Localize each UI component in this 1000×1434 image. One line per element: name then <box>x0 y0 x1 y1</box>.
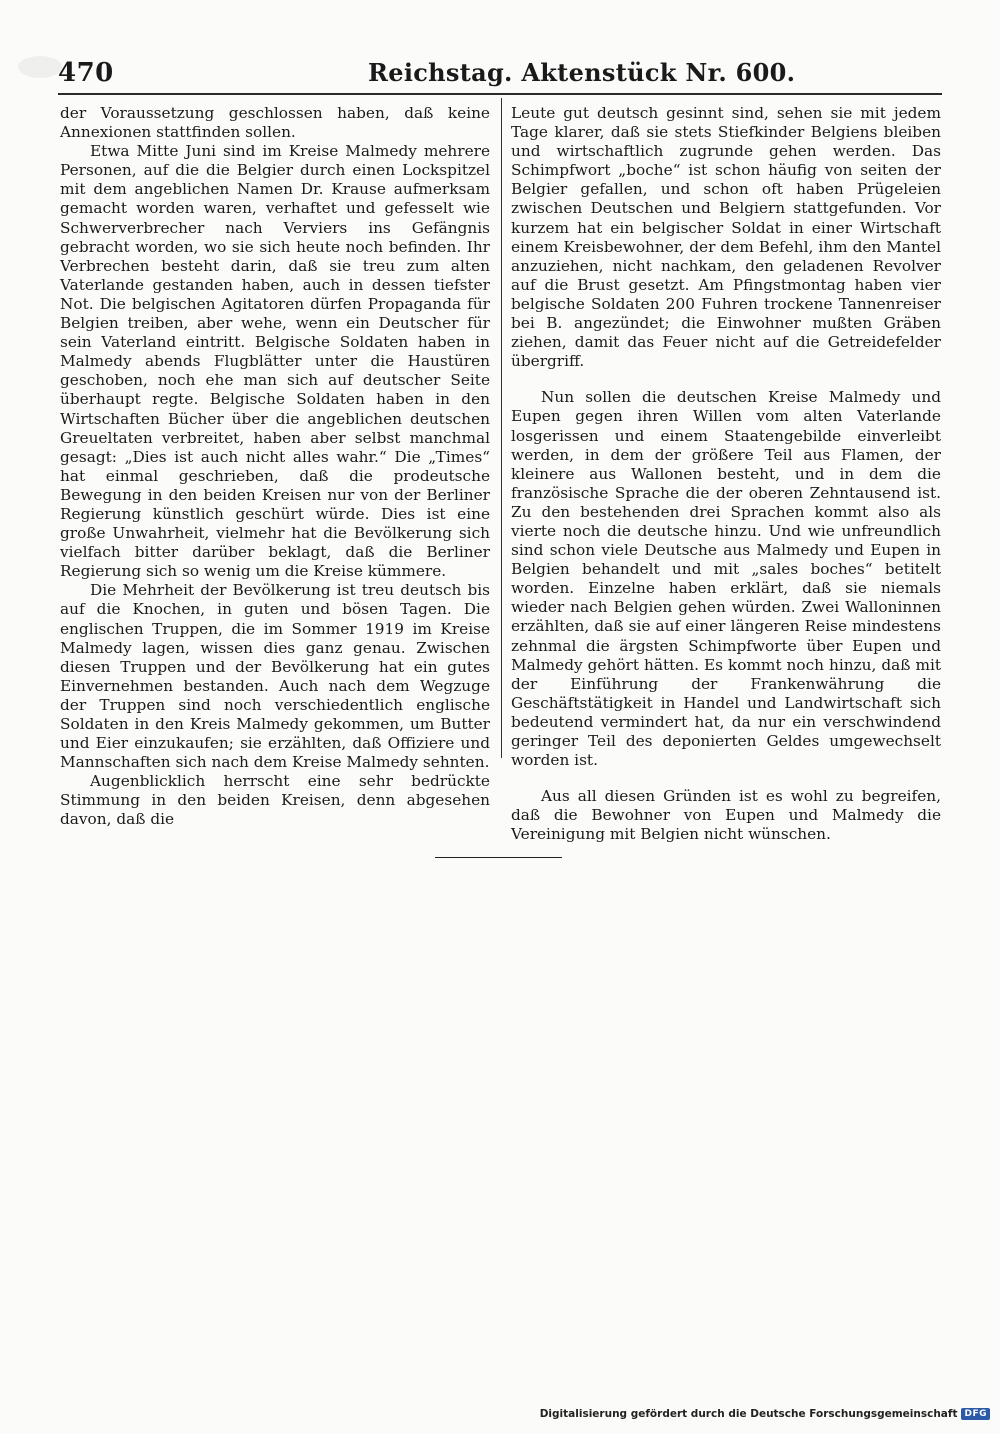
end-rule <box>435 857 562 858</box>
paragraph: Augenblicklich herrscht eine sehr bedrückte Stimmung in den beiden Kreisen, denn abgesehen davon, daß die <box>60 772 490 829</box>
library-stamp <box>18 56 62 78</box>
paragraph: Aus all diesen Gründen ist es wohl zu begreifen, daß die Bewohner von Eupen und Malmedy die Vereinigung mit Belgien nicht wünschen. <box>511 787 941 844</box>
left-column <box>60 104 490 830</box>
paragraph: der Voraussetzung geschlossen haben, daß keine Annexionen stattfinden sollen. <box>60 104 490 142</box>
paragraph: Etwa Mitte Juni sind im Kreise Malmedy mehrere Personen, auf die die Belgier durch einen Lockspitzel mit dem angeblichen Namen Dr. Krause aufmerksam gemacht worden waren, verhaftet und gefesselt wie Schwerverbrecher nach Verviers ins Gefängnis gebracht worden, wo sie sich heute noch befinden. Ihr Verbrechen besteht darin, daß sie treu zum alten Vaterlande gestanden haben, auch in dessen tiefster Not. Die belgischen Agitatoren dürfen Propaganda für Belgien treiben, aber wehe, wenn ein Deutscher für sein Vaterland eintritt. Belgische Soldaten haben in Malmedy abends Flugblätter unter die Haustüren geschoben, noch ehe man sich auf deutscher Seite überhaupt regte. Belgische Soldaten haben in den Wirtschaften Bücher über die angeblichen deutschen Greueltaten verbreitet, haben aber selbst manchmal gesagt: „Dies ist auch nicht alles wahr.“ Die „Times“ hat einmal geschrieben, daß die prodeutsche Bewegung in den beiden Kreisen nur von der Berliner Regierung künstlich geschürt würde. Dies ist eine große Unwahrheit, vielmehr hat die Bevölkerung sich vielfach bitter darüber beklagt, daß die Berliner Regierung sich so wenig um die Kreise kümmere. <box>60 142 490 581</box>
page-header <box>58 58 942 92</box>
paragraph: Die Mehrheit der Bevölkerung ist treu deutsch bis auf die Knochen, in guten und bösen Tagen. Die englischen Truppen, die im Sommer 1919 im Kreise Malmedy lagen, wissen dies ganz genau. Zwischen diesen Truppen und der Bevölkerung hat ein gutes Einvernehmen bestanden. Auch nach dem Wegzuge der Truppen sind noch verschiedentlich englische Soldaten in den Kreis Malmedy gekommen, um Butter und Eier einzukaufen; sie erzählten, daß Offiziere und Mannschaften sich nach dem Kreise Malmedy sehnten. <box>60 581 490 772</box>
credit-text: Digitalisierung gefördert durch die Deutsche Forschungsgemeinschaft <box>539 1408 958 1420</box>
dfg-logo-icon: DFG <box>961 1408 990 1420</box>
running-title: Reichstag. Aktenstück Nr. 600. <box>368 58 796 87</box>
digitization-credit <box>540 1408 990 1420</box>
column-divider <box>501 98 502 758</box>
page-number: 470 <box>58 58 114 88</box>
paragraph: Nun sollen die deutschen Kreise Malmedy und Eupen gegen ihren Willen vom alten Vaterlande losgerissen und einem Staatengebilde einverleibt werden, in dem der größere Teil aus Flamen, der kleinere aus Wallonen besteht, und in dem die französische Sprache die der oberen Zehntausend ist. Zu den bestehenden drei Sprachen kommt also als vierte noch die deutsche hinzu. Und wie unfreundlich sind schon viele Deutsche aus Malmedy und Eupen in Belgien behandelt und mit „sales boches“ betitelt worden. Einzelne haben erklärt, daß sie niemals wieder nach Belgien gehen würden. Zwei Walloninnen erzählten, daß sie auf einer längeren Reise mindestens zehnmal die ärgsten Schimpfworte über Eupen und Malmedy gehört hätten. Es kommt noch hinzu, daß mit der Einführung der Frankenwährung die Geschäftstätigkeit in Handel und Landwirtschaft sich bedeutend vermindert hat, da nur ein verschwindend geringer Teil des deponierten Geldes umgewechselt worden ist. <box>511 388 941 770</box>
right-column <box>511 104 941 844</box>
header-rule <box>58 93 942 95</box>
paragraph: Leute gut deutsch gesinnt sind, sehen sie mit jedem Tage klarer, daß sie stets Stiefkinder Belgiens bleiben und wirtschaftlich zugrunde gehen werden. Das Schimpfwort „boche“ ist schon häufig von seiten der Belgier gefallen, und schon oft haben Prügeleien zwischen Deutschen und Belgiern stattgefunden. Vor kurzem hat ein belgischer Soldat in einer Wirtschaft einem Kreisbewohner, der dem Befehl, ihm den Mantel anzuziehen, nicht nachkam, den geladenen Revolver auf die Brust gesetzt. Am Pfingstmontag haben vier belgische Soldaten 200 Fuhren trockene Tannenreiser bei B. angezündet; die Einwohner mußten Gräben ziehen, damit das Feuer nicht auf die Getreidefelder übergriff. <box>511 104 941 371</box>
